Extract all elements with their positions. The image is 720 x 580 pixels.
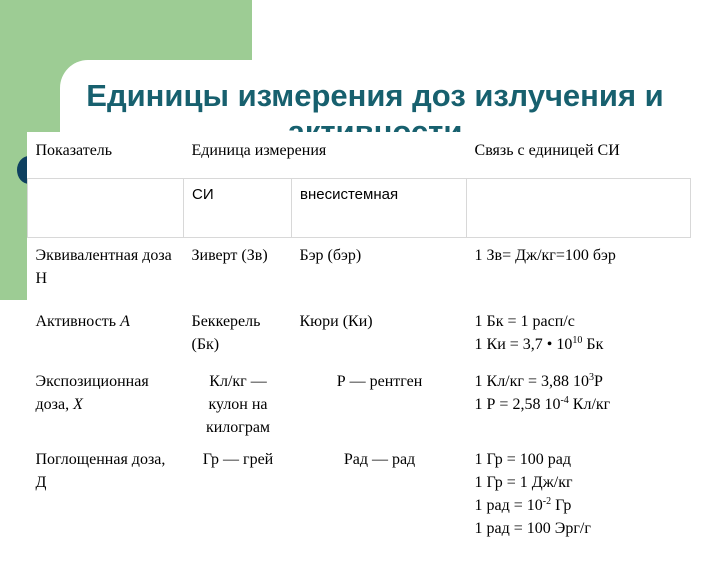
relation-line: 1 Зв= Дж/кг=100 бэр	[474, 247, 616, 264]
relation-line: 1 Гр = 100 рад	[474, 451, 572, 468]
row-non-system-unit: Рад — рад	[343, 451, 416, 468]
table-row	[28, 306, 691, 370]
header-relation: Связь с единицей СИ	[474, 142, 620, 159]
relation-exponent: 3	[588, 372, 594, 383]
row-si-unit: Гр — грей	[202, 451, 274, 468]
indicator-symbol: А	[120, 313, 130, 330]
row-relation	[467, 306, 691, 370]
subheader-non-system: внесистемная	[292, 179, 467, 238]
row-non-system-unit: Кюри (Ки)	[299, 313, 373, 330]
relation-exponent: 10	[572, 335, 583, 346]
header-unit: Единица измерения	[191, 142, 327, 159]
row-indicator	[28, 306, 184, 370]
table-row	[28, 370, 691, 444]
relation-line: 1 Кл/кг = 3,88 10	[474, 373, 589, 390]
row-si-unit: Беккерель (Бк)	[191, 313, 261, 353]
table-row	[28, 238, 691, 307]
row-non-system-unit: Р — рентген	[336, 373, 423, 390]
row-indicator: Поглощенная доза, Д	[35, 451, 166, 491]
relation-unit: Гр	[551, 497, 572, 514]
relation-line: 1 Гр = 1 Дж/кг	[474, 474, 573, 491]
table-row	[28, 444, 691, 540]
table-header-row	[28, 132, 691, 179]
relation-line: 1 рад = 10	[474, 497, 543, 514]
indicator-label: Активность	[35, 313, 117, 330]
relation-unit: Кл/кг	[568, 396, 611, 413]
subheader-empty-cell	[28, 179, 184, 238]
subheader-si: СИ	[184, 179, 292, 238]
relation-unit: Р	[593, 373, 603, 390]
row-si-unit: Кл/кг — кулон на килограм	[205, 373, 271, 436]
row-indicator: Эквивалентная доза Н	[35, 247, 172, 287]
relation-line: 1 рад = 100 Эрг/г	[474, 520, 591, 537]
relation-exponent: -2	[542, 496, 552, 507]
relation-exponent: -4	[560, 395, 569, 406]
units-table	[27, 132, 690, 540]
row-relation	[467, 444, 691, 540]
row-si-unit: Зиверт (Зв)	[191, 247, 268, 264]
indicator-label: Экспозиционная доза,	[35, 373, 149, 413]
slide-title: Единицы измерения доз излучения и	[86, 78, 664, 113]
relation-line: 1 Бк = 1 расп/с	[474, 313, 575, 330]
row-indicator	[28, 370, 184, 444]
indicator-symbol: Х	[73, 396, 83, 413]
row-relation	[467, 370, 691, 444]
row-non-system-unit: Бэр (бэр)	[299, 247, 362, 264]
relation-line: 1 Ки = 3,7 • 10	[474, 336, 573, 353]
relation-line: 1 Р = 2,58 10	[474, 396, 561, 413]
relation-unit: Бк	[582, 336, 604, 353]
header-indicator: Показатель	[35, 142, 113, 159]
table-subheader-row	[28, 179, 691, 238]
subheader-empty-cell	[467, 179, 691, 238]
row-relation	[467, 238, 691, 307]
